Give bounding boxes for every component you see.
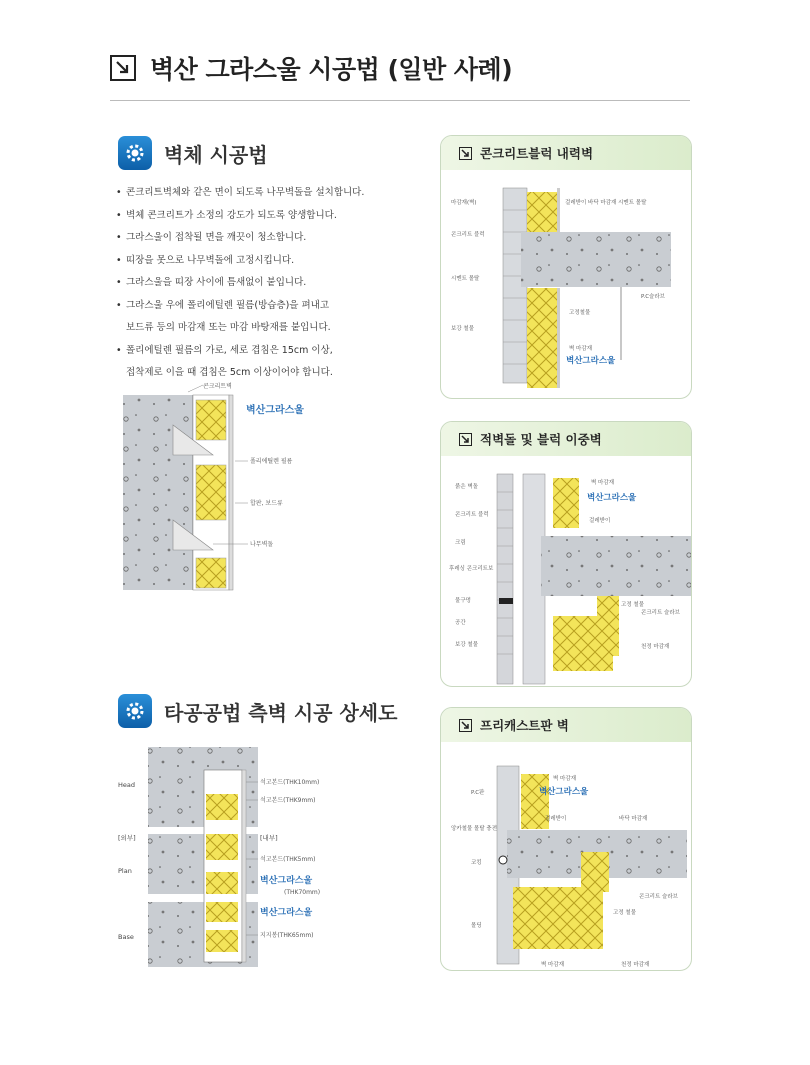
- gear-icon: [118, 136, 152, 170]
- arrow-box-icon: [459, 433, 472, 446]
- label: 천정 마감재: [621, 962, 650, 968]
- label: 걸레받이: [589, 518, 611, 524]
- glasswool-panel: [196, 400, 226, 440]
- label: 보강 철물: [455, 642, 479, 648]
- card-block-wall: [440, 135, 692, 399]
- double-wall-diagram: [441, 456, 692, 686]
- list-item: • 그라스울을 띠장 사이에 틈새없이 붙입니다.: [116, 277, 307, 288]
- label: 벽 마감재: [553, 776, 577, 782]
- label: 시멘트 몰탈: [451, 276, 480, 282]
- label: 콘크리트 블럭: [451, 232, 485, 238]
- arrow-box-icon: [459, 147, 472, 160]
- concrete-slab: [541, 536, 691, 596]
- page-title: 벽산 그라스울 시공법 (일반 사례): [150, 55, 513, 84]
- brand-logo: 벽산그라스울: [539, 787, 589, 797]
- glasswool-panel: [553, 478, 579, 528]
- brand-logo: 벽산그라스울: [587, 493, 637, 503]
- block-wall-diagram: [441, 170, 692, 398]
- arrow-box-icon: [459, 719, 472, 732]
- wall-section-header: [118, 136, 268, 170]
- wall-construction-diagram: [118, 380, 388, 595]
- curtain-section-title: 타공공법 측벽 시공 상세도: [164, 700, 398, 725]
- label-gypsum-10: 석고본드(THK10mm): [260, 779, 320, 786]
- label-plan: Plan: [118, 867, 132, 875]
- card-header: [441, 708, 691, 742]
- label-support: 지지봉(THK65mm): [260, 932, 314, 939]
- label: 바닥 마감재: [619, 816, 648, 822]
- label: 콘크리트 슬라브: [641, 610, 680, 616]
- label: 콘크리트 블럭: [455, 512, 489, 518]
- list-item: • 그라스울 우에 폴리에틸렌 필름(방습층)을 펴내고: [116, 299, 330, 311]
- gear-icon: [118, 694, 152, 728]
- label-concrete: 콘크리트벽: [203, 383, 232, 390]
- list-item: • 벽체 콘크리트가 소정의 강도가 되도록 양생합니다.: [116, 209, 337, 221]
- arrow-box-icon: [110, 55, 136, 81]
- glasswool-panel: [527, 192, 557, 232]
- card-header: [441, 422, 691, 456]
- label: 붉은 벽돌: [455, 484, 479, 490]
- label: 코킹: [471, 860, 482, 866]
- page-header: [110, 48, 710, 88]
- label: 고정 철물: [613, 910, 637, 916]
- curtain-wall-diagram: [112, 742, 372, 972]
- list-item: 접착제로 이을 때 겹침은 5cm 이상이어야 합니다.: [126, 367, 333, 378]
- label-film: 폴리에틸렌 필름: [250, 458, 293, 465]
- label: 걸레받이 바닥 마감재 시멘트 몰탈: [565, 200, 647, 206]
- list-item: • 폴리에틸렌 필름의 가로, 세로 겹침은 15cm 이상,: [116, 344, 333, 356]
- label: 고정 철물: [621, 602, 645, 608]
- label-inside: [내부]: [260, 834, 278, 842]
- label: 물구멍: [455, 598, 471, 604]
- label-board: 합판, 보드류: [250, 500, 283, 507]
- card-title: 적벽돌 및 블럭 이중벽: [480, 432, 602, 447]
- label: 앙카철물 몰탈 충전: [451, 826, 498, 832]
- list-item: • 콘크리트벽체와 같은 면이 되도록 나무벽돌을 설치합니다.: [116, 187, 365, 198]
- wall-section-title: 벽체 시공법: [164, 142, 268, 167]
- label-base: Base: [118, 933, 134, 941]
- label: 벽 마감재: [541, 962, 565, 968]
- label: 콘크리트 슬라브: [639, 894, 678, 900]
- list-item: 보드류 등의 마감재 또는 마감 바탕재를 붙입니다.: [126, 322, 331, 333]
- label: 벽 마감재: [569, 346, 593, 352]
- label: 천정 마감재: [641, 644, 670, 650]
- label: 고정철물: [569, 310, 591, 316]
- label: P.C판: [471, 790, 485, 796]
- label: 크림: [455, 540, 466, 546]
- label-gypsum-9: 석고본드(THK9mm): [260, 797, 316, 804]
- label: 공간: [455, 620, 466, 626]
- glasswool-panel: [206, 794, 238, 820]
- board-layer: [229, 395, 233, 590]
- title-divider: [110, 100, 690, 101]
- label-thk70: (THK70mm): [284, 889, 321, 896]
- card-title: 프리캐스트판 벽: [480, 718, 569, 733]
- brand-logo: 벽산그라스울: [260, 876, 313, 886]
- label: 몰딩: [471, 923, 482, 929]
- concrete-wall: [123, 395, 193, 590]
- label: 보강 철물: [451, 326, 475, 332]
- label-wood-brick: 나무벽돌: [250, 541, 274, 548]
- label-gypsum-5: 석고본드(THK5mm): [260, 856, 316, 863]
- list-item: • 띠장을 못으로 나무벽돌에 고정시킵니다.: [116, 254, 295, 266]
- brand-logo: 벽산그라스울: [566, 356, 616, 366]
- label-outside: [외부]: [118, 834, 136, 842]
- precast-wall-diagram: [441, 742, 692, 970]
- brand-logo: 벽산그라스울: [260, 908, 313, 918]
- pc-slab: [521, 232, 671, 287]
- label: 걸레받이: [545, 816, 567, 822]
- card-double-wall: [440, 421, 692, 687]
- label: P.C슬라브: [641, 294, 665, 300]
- card-precast-wall: [440, 707, 692, 971]
- label-head: Head: [118, 781, 135, 789]
- wall-bullet-list: [116, 182, 436, 385]
- card-title: 콘크리트블럭 내력벽: [480, 146, 594, 161]
- label: 후레싱 콘크리트보: [449, 566, 494, 572]
- card-header: [441, 136, 691, 170]
- list-item: • 그라스울이 접착될 면을 깨끗이 청소합니다.: [116, 232, 307, 243]
- label: 벽 마감재: [591, 480, 615, 486]
- brand-logo: 벽산그라스울: [246, 405, 304, 416]
- label: 마감재(벽): [451, 200, 477, 206]
- curtain-section-header: [118, 694, 397, 728]
